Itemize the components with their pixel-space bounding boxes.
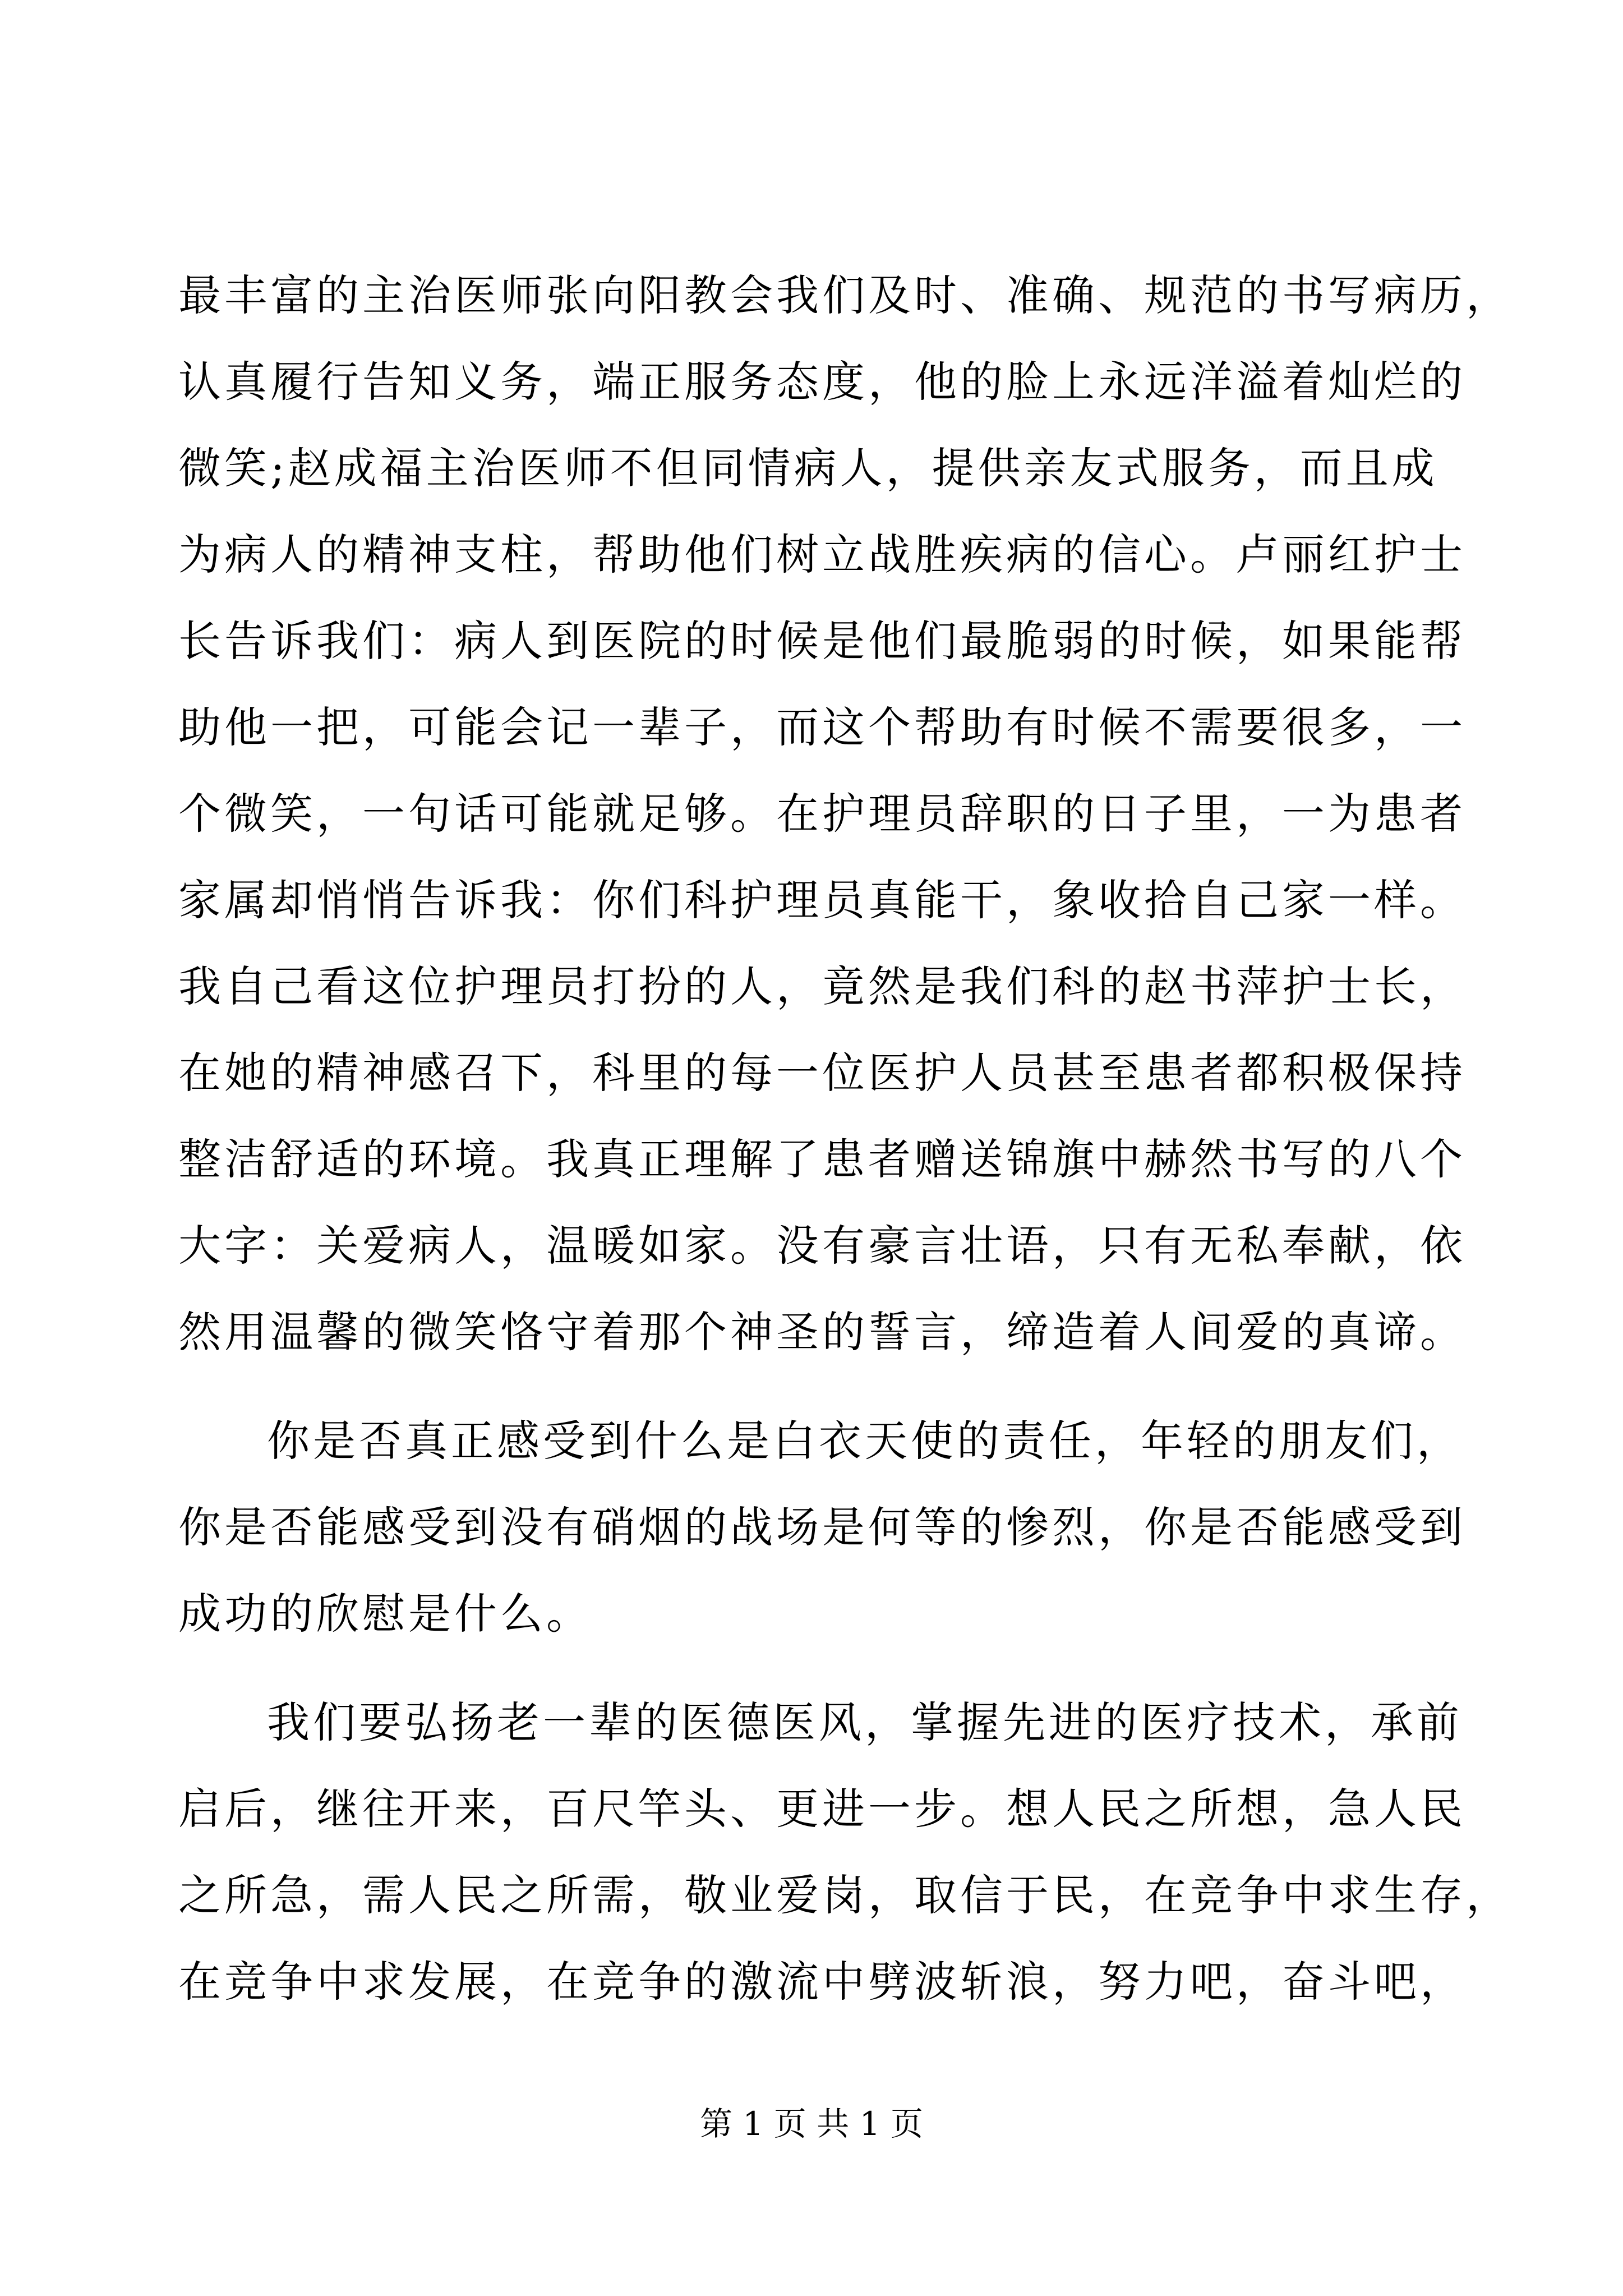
text-line: 助他一把，可能会记一辈子，而这个帮助有时候不需要很多，一: [178, 702, 1466, 752]
text-line: 在她的精神感召下，科里的每一位医护人员甚至患者都积极保持: [178, 1048, 1466, 1098]
text-line: 我自己看这位护理员打扮的人，竟然是我们科的赵书萍护士长，: [178, 961, 1466, 1011]
text-line: 大字：关爱病人，温暖如家。没有豪言壮语，只有无私奉献，依: [178, 1221, 1466, 1271]
text-line: 之所急，需人民之所需，敬业爱岗，取信于民，在竞争中求生存，: [178, 1870, 1512, 1920]
text-line: 启后，继往开来，百尺竿头、更进一步。想人民之所想，急人民: [178, 1784, 1466, 1834]
text-line: 最丰富的主治医师张向阳教会我们及时、准确、规范的书写病历，: [178, 270, 1512, 320]
paragraph-2: [178, 1398, 1466, 1657]
text-line: 在竞争中求发展，在竞争的激流中劈波斩浪，努力吧，奋斗吧，: [178, 1957, 1466, 2007]
text-line: 成功的欣慰是什么。: [178, 1589, 592, 1639]
text-line: 认真履行告知义务，端正服务态度，他的脸上永远洋溢着灿烂的: [178, 357, 1466, 407]
text-line: 微笑;赵成福主治医师不但同情病人，提供亲友式服务，而且成: [178, 443, 1438, 493]
text-line: 我们要弘扬老一辈的医德医风，掌握先进的医疗技术，承前: [267, 1697, 1463, 1747]
text-line: 个微笑，一句话可能就足够。在护理员辞职的日子里，一为患者: [178, 789, 1466, 839]
text-line: 家属却悄悄告诉我：你们科护理员真能干，象收拾自己家一样。: [178, 875, 1466, 925]
text-line: 长告诉我们：病人到医院的时候是他们最脆弱的时候，如果能帮: [178, 616, 1466, 666]
text-line: 整洁舒适的环境。我真正理解了患者赠送锦旗中赫然书写的八个: [178, 1134, 1466, 1184]
paragraph-3: [178, 1680, 1512, 2025]
text-line: 为病人的精神支柱，帮助他们树立战胜疾病的信心。卢丽红护士: [178, 530, 1466, 579]
text-line: 你是否能感受到没有硝烟的战场是何等的惨烈，你是否能感受到: [178, 1502, 1466, 1552]
text-line: 然用温馨的微笑恪守着那个神圣的誓言，缔造着人间爱的真谛。: [178, 1307, 1466, 1357]
paragraph-1: [178, 252, 1512, 1375]
text-line: 你是否真正感受到什么是白衣天使的责任，年轻的朋友们，: [267, 1416, 1463, 1466]
page-number-footer: 第 1 页 共 1 页: [700, 2105, 923, 2143]
document-body: [178, 252, 1512, 2025]
